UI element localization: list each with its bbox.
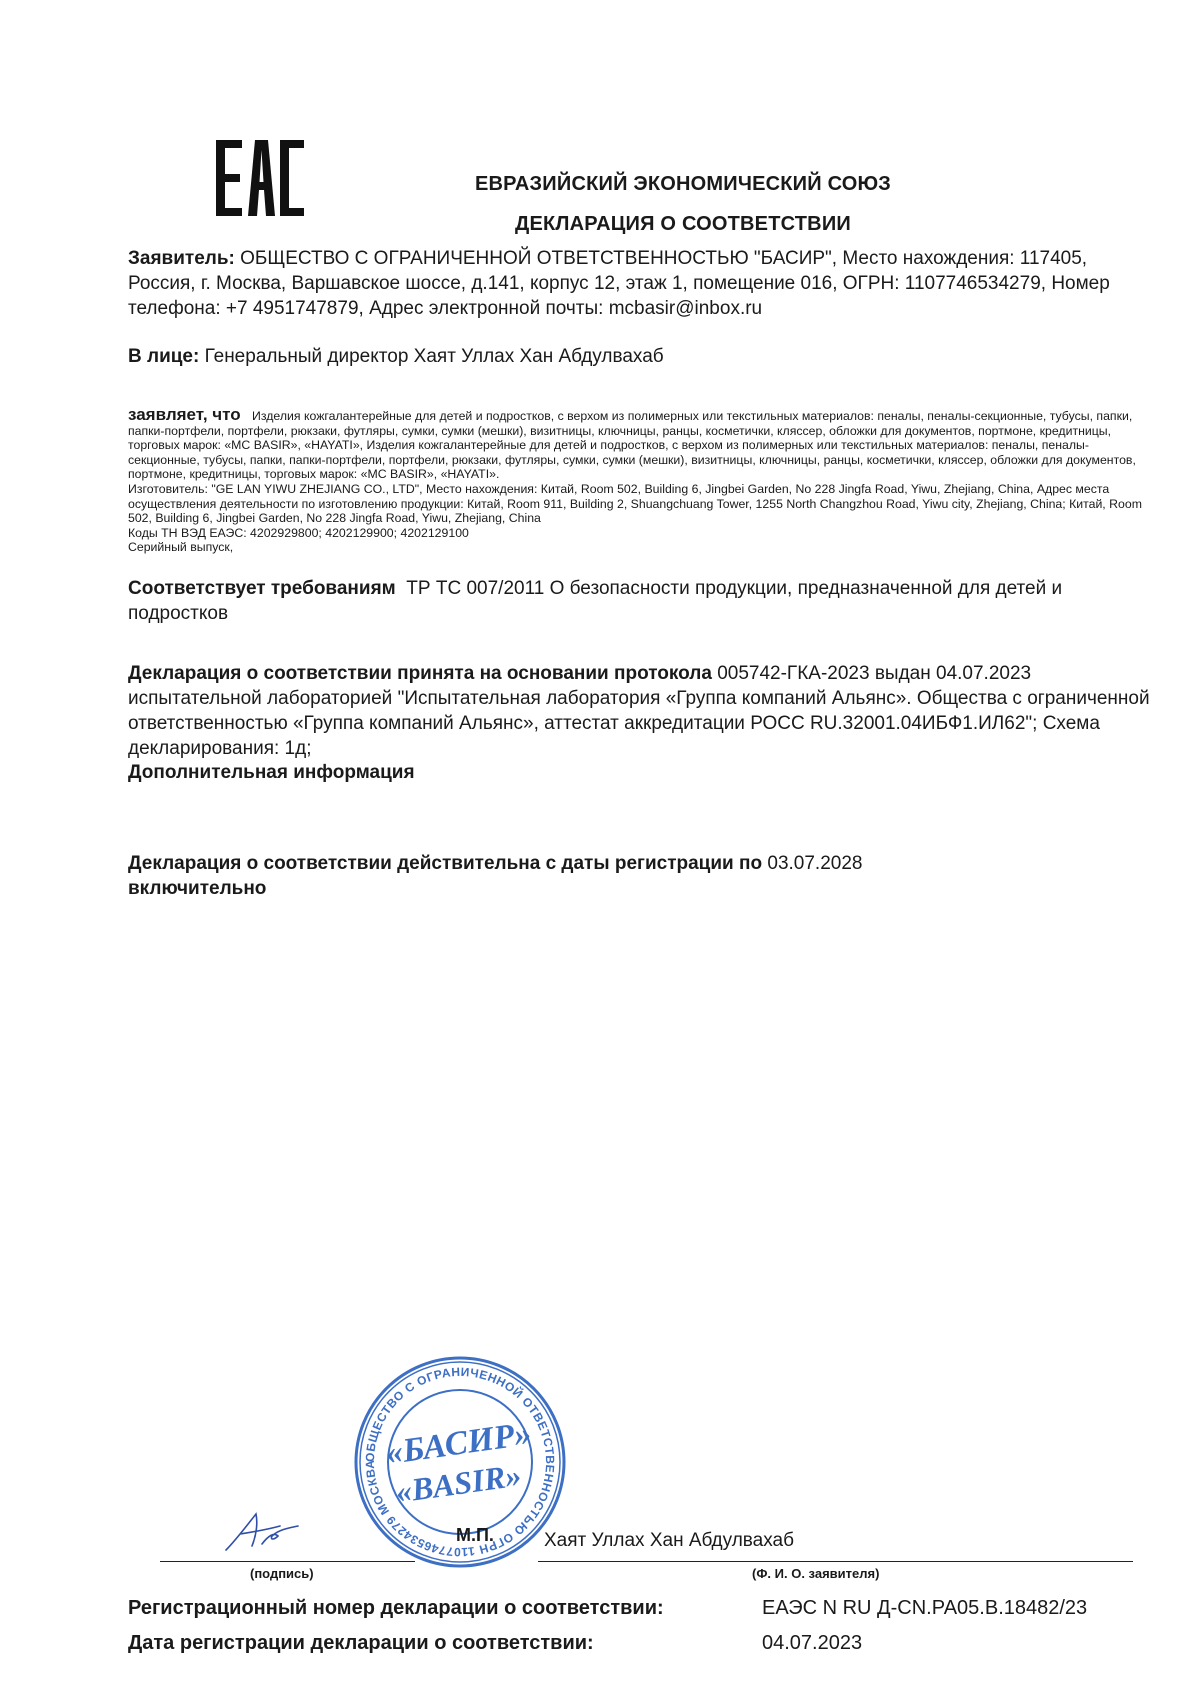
applicant-block (128, 246, 1148, 321)
additional-info-label: Дополнительная информация (128, 762, 415, 783)
products-text: Изделия кожгалантерейные для детей и подростков, с верхом из полимерных или текстильных материалов: пеналы, пеналы-секционные, тубусы, папки, папки-портфели, портфели, рюкзаки, футляры, сумки, сумки (мешки), визитницы, ключницы, ранцы, косметички, кляссер, обложки для документов, портмоне, кредитницы, торговых марок: «MC BASIR», «HAYATI», Изделия кожгалантерейные для детей и подростков, с верхом из полимерных или текстильных материалов: пеналы, пеналы-секционные, тубусы, папки, папки-портфели, портфели, рюкзаки, футляры, сумки, сумки (мешки), визитницы, ключницы, ранцы, косметички, кляссер, обложки для документов, портмоне, кредитницы, торговых марок: «MC BASIR», «HAYATI». (128, 409, 1136, 482)
stamp-line-en: «BASIR» (393, 1456, 524, 1510)
applicant-label: Заявитель: (128, 248, 235, 269)
stamp-line-ru: «БАСИР» (383, 1415, 534, 1473)
declares-label: заявляет, что (128, 405, 241, 424)
applicant-name-signature: Хаят Уллах Хан Абдулвахаб (544, 1530, 794, 1551)
manufacturer-text: Изготовитель: "GE LAN YIWU ZHEJIANG CO., LTD", Место нахождения: Китай, Room 502, Building 6, Jingbei Garden, No 228 Jingfa Road, Yiwu, Zhejiang, China, Адрес места осуществления деятельности по изготовлению продукции: Китай, Room 911, Building 2, Shuangchuang Tower, 1255 North Changzhou Road, Yiwu city, Zhejiang, China; Китай, Room 502, Building 6, Jingbei Garden, No 228 Jingfa Road, Yiwu, Zhejiang, China (128, 481, 1142, 526)
document-title: ДЕКЛАРАЦИЯ О СООТВЕТСТВИИ (515, 213, 851, 235)
document-union-title: ЕВРАЗИЙСКИЙ ЭКОНОМИЧЕСКИЙ СОЮЗ (474, 173, 892, 195)
registration-date-label: Дата регистрации декларации о соответствии: (128, 1632, 594, 1654)
requirements-label: Соответствует требованиям (128, 578, 396, 599)
basis-label: Декларация о соответствии принята на основании протокола (128, 663, 712, 684)
name-line (538, 1561, 1133, 1562)
person-text: Генеральный директор Хаят Уллах Хан Абдулвахаб (204, 346, 664, 367)
applicant-text: ОБЩЕСТВО С ОГРАНИЧЕННОЙ ОТВЕТСТВЕННОСТЬЮ "БАСИР", Место нахождения: 117405, Россия, г. Москва, Варшавское шоссе, д.141, корпус 12, этаж 1, помещение 016, ОГРН: 1107746534279, Номер телефона: +7 4951747879, Адрес электронной почты: mcbasir@inbox.ru (128, 248, 1110, 319)
signature-line (160, 1561, 415, 1562)
requirements-block (128, 576, 1143, 626)
validity-date: 03.07.2028 (767, 853, 863, 874)
mp-label: М.П. (456, 1525, 494, 1545)
validity-suffix: включительно (128, 878, 267, 899)
signature-caption: (подпись) (250, 1566, 314, 1581)
registration-date: 04.07.2023 (762, 1632, 863, 1654)
validity-block (128, 851, 1148, 901)
requirements-text: ТР ТС 007/2011 О безопасности продукции, предназначенной для детей и подростков (128, 578, 1063, 624)
stamp-ring-text: ОБЩЕСТВО С ОГРАНИЧЕННОЙ ОТВЕТСТВЕННОСТЬЮ ОГРН 1107746534279 МОСКВА (362, 1364, 558, 1560)
codes-text: Коды ТН ВЭД ЕАЭС: 4202929800; 4202129900; 4202129100 (128, 525, 469, 540)
basis-text: 005742-ГКА-2023 выдан 04.07.2023 испытательной лабораторией "Испытательная лаборатория «Группа компаний Альянс». Общества с ограниченной ответственностью «Группа компаний Альянс», аттестат аккредитации РОСС RU.32001.04ИБФ1.ИЛ62"; Схема декларирования: 1д; (128, 663, 1150, 759)
person-block (128, 344, 1148, 369)
basis-block (128, 661, 1158, 761)
declares-block (128, 405, 1148, 555)
validity-label: Декларация о соответствии действительна с даты регистрации по (128, 853, 763, 874)
registration-number-label: Регистрационный номер декларации о соответствии: (128, 1597, 664, 1619)
series-text: Серийный выпуск, (128, 540, 234, 555)
person-label: В лице: (128, 346, 200, 367)
handwritten-signature (222, 1510, 302, 1554)
registration-number: ЕАЭС N RU Д-CN.РА05.В.18482/23 (762, 1597, 1088, 1619)
name-caption: (Ф. И. О. заявителя) (752, 1566, 880, 1581)
